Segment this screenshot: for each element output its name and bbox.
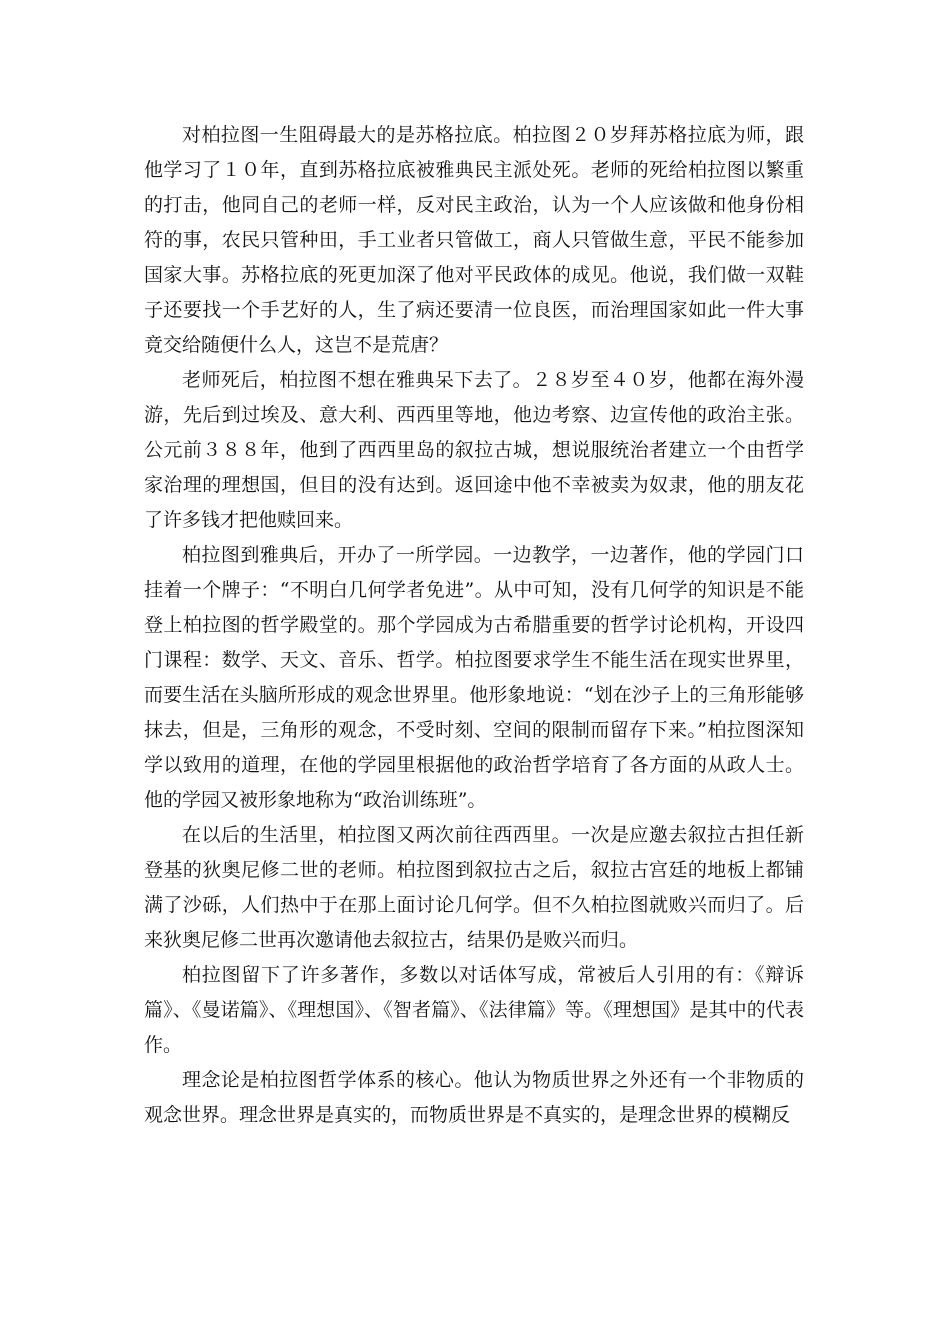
paragraph-4: 在以后的生活里，柏拉图又两次前往西西里。一次是应邀去叙拉古担任新登基的狄奥尼修二世的老师。柏拉图到叙拉古之后，叙拉古宫廷的地板上都铺满了沙砾，人们热中于在那上面讨论几何学。但不久柏拉图就败兴而归了。后来狄奥尼修二世再次邀请他去叙拉古，结果仍是败兴而归。 [144, 824, 804, 951]
document-page [144, 118, 804, 1133]
paragraph-3: 柏拉图到雅典后，开办了一所学园。一边教学，一边著作，他的学园门口挂着一个牌子：“不明白几何学者免进”。从中可知，没有几何学的知识是不能登上柏拉图的哲学殿堂的。那个学园成为古希腊重要的哲学讨论机构，开设四门课程：数学、天文、音乐、哲学。柏拉图要求学生不能生活在现实世界里，而要生活在头脑所形成的观念世界里。他形象地说：“划在沙子上的三角形能够抹去，但是，三角形的观念，不受时刻、空间的限制而留存下来。”柏拉图深知学以致用的道理，在他的学园里根据他的政治哲学培育了各方面的从政人士。他的学园又被形象地称为“政治训练班”。 [144, 544, 804, 811]
paragraph-1: 对柏拉图一生阻碍最大的是苏格拉底。柏拉图２０岁拜苏格拉底为师，跟他学习了１０年，直到苏格拉底被雅典民主派处死。老师的死给柏拉图以繁重的打击，他同自己的老师一样，反对民主政治，认为一个人应该做和他身份相符的事，农民只管种田，手工业者只管做工，商人只管做生意，平民不能参加国家大事。苏格拉底的死更加深了他对平民政体的成见。他说，我们做一双鞋子还要找一个手艺好的人，生了病还要清一位良医，而治理国家如此一件大事竟交给随便什么人，这岂不是荒唐？ [144, 124, 804, 356]
paragraph-6: 理念论是柏拉图哲学体系的核心。他认为物质世界之外还有一个非物质的观念世界。理念世界是真实的，而物质世界是不真实的，是理念世界的模糊反 [144, 1069, 804, 1126]
paragraph-2: 老师死后，柏拉图不想在雅典呆下去了。２８岁至４０岁，他都在海外漫游，先后到过埃及、意大利、西西里等地，他边考察、边宣传他的政治主张。公元前３８８年，他到了西西里岛的叙拉古城，想说服统治者建立一个由哲学家治理的理想国，但目的没有达到。返回途中他不幸被卖为奴隶，他的朋友花了许多钱才把他赎回来。 [144, 369, 804, 531]
paragraph-5: 柏拉图留下了许多著作，多数以对话体写成，常被后人引用的有：《辩诉篇》、《曼诺篇》、《理想国》、《智者篇》、《法律篇》等。《理想国》是其中的代表作。 [144, 964, 804, 1056]
